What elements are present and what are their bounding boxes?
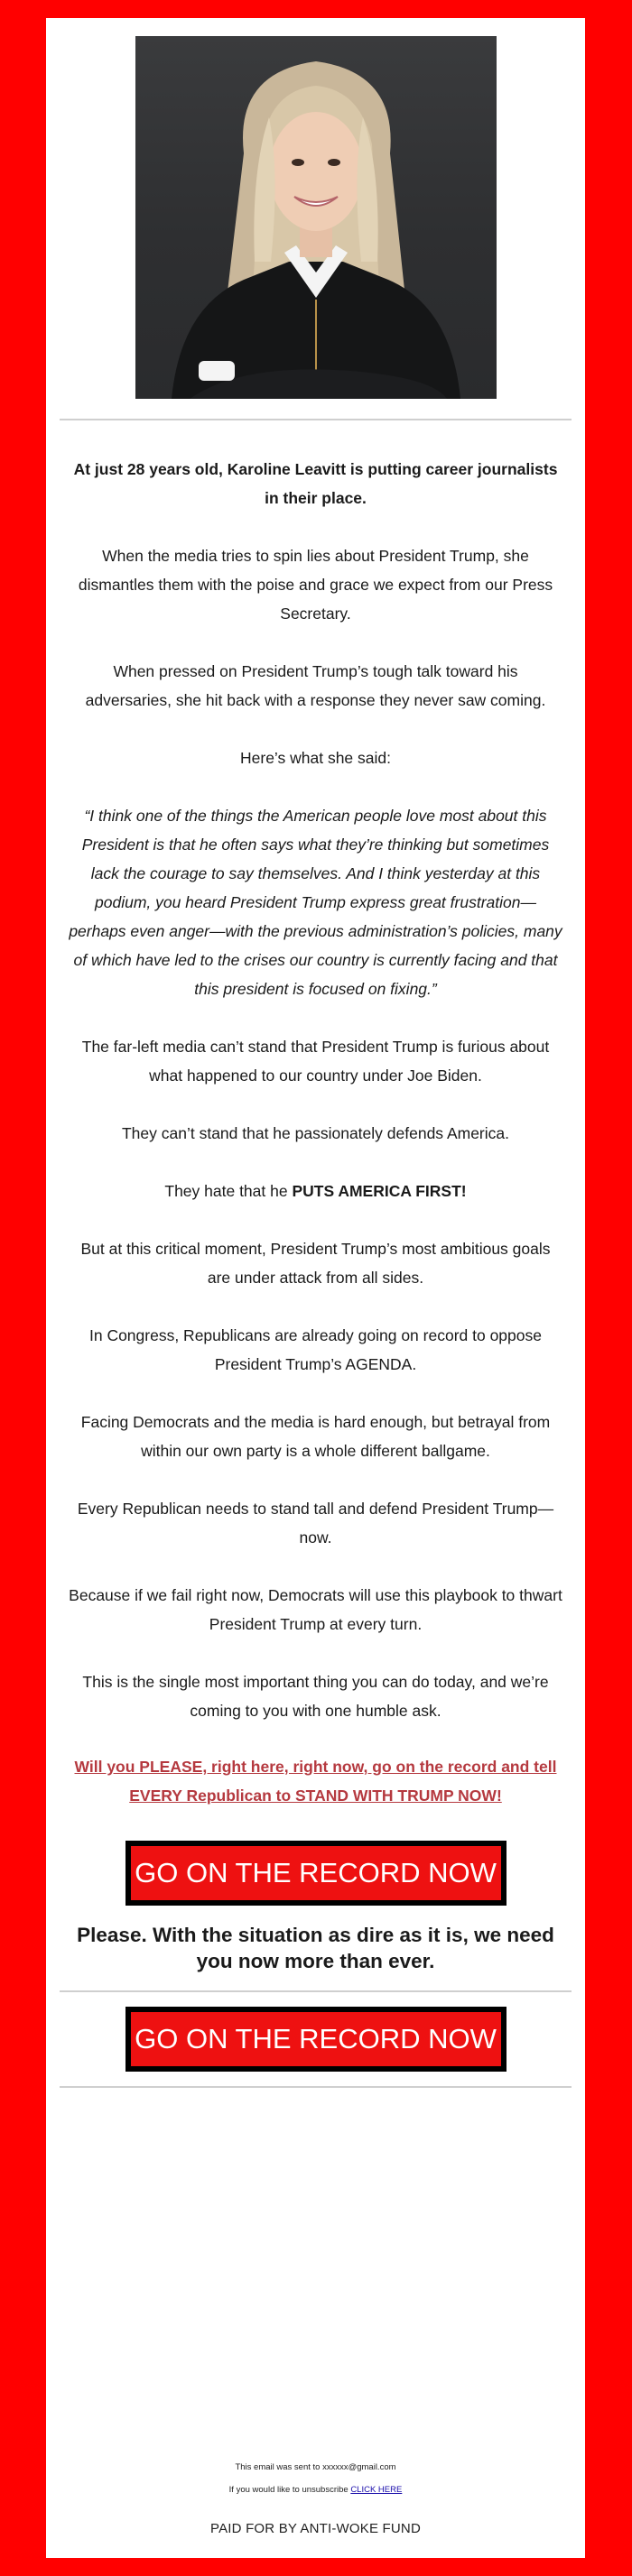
paragraph-america-first: [69, 1177, 562, 1205]
email-card: [46, 18, 585, 2558]
ask-link-paragraph: [69, 1752, 562, 1810]
unsubscribe-link[interactable]: CLICK HERE: [350, 2485, 403, 2495]
america-first-bold: PUTS AMERICA FIRST!: [292, 1182, 467, 1200]
divider-bottom: [60, 2086, 572, 2088]
paragraph-humble-ask: This is the single most important thing you can do today, and we’re coming to you with one humble ask.: [82, 1673, 549, 1720]
paragraph-defends: They can’t stand that he passionately defends America.: [121, 1124, 509, 1142]
cta-wrap-2: [60, 2007, 572, 2072]
paragraph-far-left: The far-left media can’t stand that President Trump is furious about what happened to our country under Joe Biden.: [81, 1038, 550, 1085]
go-on-record-button-2[interactable]: GO ON THE RECORD NOW: [125, 2007, 507, 2072]
paragraph-heres-what: Here’s what she said:: [240, 749, 391, 767]
unsubscribe-prefix: If you would like to unsubscribe: [228, 2485, 351, 2495]
paragraph-congress: In Congress, Republicans are already going on record to oppose President Trump’s AGENDA.: [88, 1326, 542, 1373]
paragraph-betrayal: Facing Democrats and the media is hard enough, but betrayal from within our own party is a whole different ballgame.: [80, 1413, 551, 1460]
quote-paragraph: “I think one of the things the American people love most about this President is that he often says what they’re thinking but sometimes lack the courage to say themselves. And I think yesterday at this podium, you heard President Trump express great frustration—perhaps even anger—with the previous administration’s policies, many of which have led to the crises our country is currently facing and that this president is focused on fixing.”: [69, 807, 562, 998]
divider-top: [60, 419, 572, 420]
portrait-illustration: [135, 36, 497, 399]
paragraph-critical-moment: But at this critical moment, President Trump’s most ambitious goals are under attack from all sides.: [80, 1240, 551, 1287]
divider-middle: [60, 1990, 572, 1992]
sent-to-text: This email was sent to xxxxxx@gmail.com: [235, 2462, 396, 2472]
hero-photo-wrap: [60, 36, 572, 399]
unsubscribe-text: [46, 2484, 585, 2497]
go-on-record-button[interactable]: GO ON THE RECORD NOW: [125, 1841, 507, 1906]
email-body: [60, 455, 572, 1974]
urgent-headline: Please. With the situation as dire as it is, we need you now more than ever.: [77, 1924, 554, 1972]
intro-paragraph: At just 28 years old, Karoline Leavitt is putting career journalists in their place.: [73, 460, 558, 507]
cta-wrap-1: [69, 1841, 562, 1906]
email-footer: [46, 2461, 585, 2536]
hero-photo: [135, 36, 497, 399]
america-first-prefix: They hate that he: [164, 1182, 293, 1200]
paragraph-pressed: When pressed on President Trump’s tough talk toward his adversaries, she hit back with a response they never saw coming.: [85, 662, 546, 709]
paragraph-media-spin: When the media tries to spin lies about President Trump, she dismantles them with the poise and grace we expect from our Press Secretary.: [78, 547, 553, 623]
paragraph-stand-tall: Every Republican needs to stand tall and defend President Trump—now.: [77, 1500, 554, 1547]
paragraph-playbook: Because if we fail right now, Democrats will use this playbook to thwart President Trump at every turn.: [69, 1586, 562, 1633]
ask-link[interactable]: Will you PLEASE, right here, right now, go on the record and tell EVERY Republican to STAND WITH TRUMP NOW!: [74, 1758, 557, 1805]
paid-for-disclaimer: PAID FOR BY ANTI-WOKE FUND: [210, 2521, 421, 2536]
